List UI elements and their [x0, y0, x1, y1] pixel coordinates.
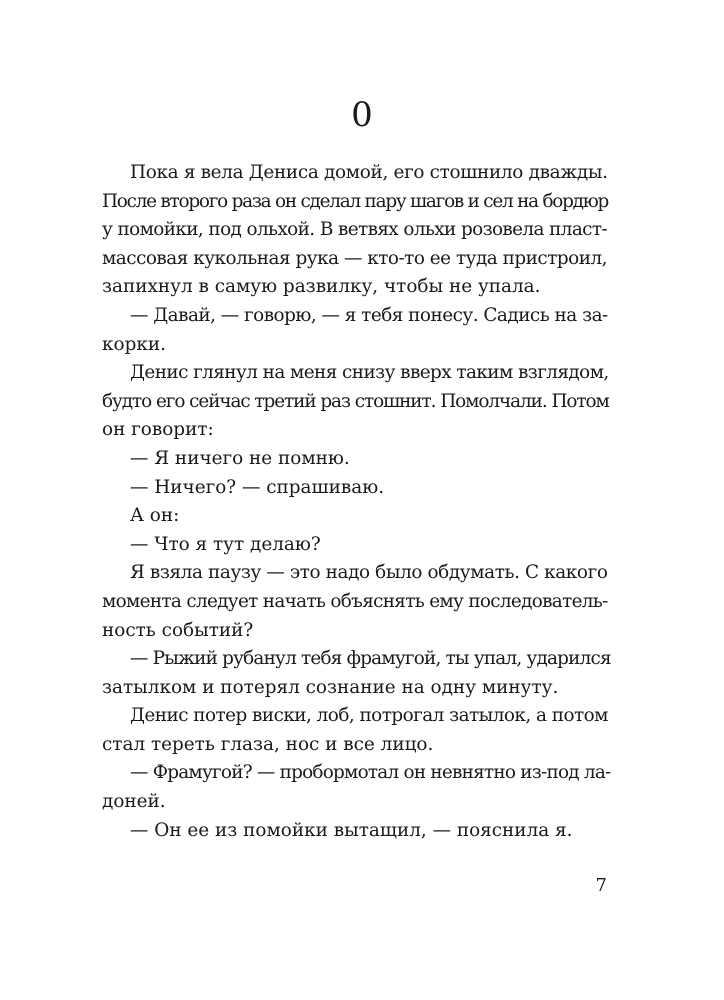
text-line: — Давай, — говорю, — я тебя понесу. Садись на за-	[130, 304, 608, 326]
text-line: После второго раза он сделал пару шагов и сел на бордюр	[102, 190, 609, 212]
text-line: Денис глянул на меня снизу вверх таким взглядом,	[130, 362, 609, 384]
text-line: ность событий?	[102, 619, 254, 641]
text-line: Я взяла паузу — это надо было обдумать. С какого	[130, 562, 608, 584]
text-line: Денис потер виски, лоб, потрогал затылок, а потом	[130, 705, 608, 727]
page-number: 7	[595, 875, 607, 896]
text-line: момента следует начать объяснять ему последователь-	[102, 590, 608, 612]
text-line: запихнул в самую развилку, чтобы не упала.	[102, 276, 541, 298]
text-line: А он:	[130, 505, 180, 527]
body-text	[102, 159, 611, 845]
text-line: будто его сейчас третий раз стошнит. Помолчали. Потом	[102, 390, 609, 412]
text-line: — Фрамугой? — пробормотал он невнятно из-под ла-	[130, 762, 611, 784]
text-line: он говорит:	[102, 419, 214, 441]
text-line: Пока я вела Дениса домой, его стошнило дважды.	[130, 162, 608, 183]
text-line: стал тереть глаза, нос и все лицо.	[102, 733, 434, 755]
text-line: — Ничего? — спрашиваю.	[130, 476, 385, 498]
text-line: корки.	[102, 333, 166, 355]
text-line: массовая кукольная рука — кто-то ее туда пристроил,	[102, 247, 607, 269]
text-line: — Я ничего не помню.	[130, 447, 350, 469]
text-line: — Рыжий рубанул тебя фрамугой, ты упал, ударился	[130, 648, 611, 670]
text-line: у помойки, под ольхой. В ветвях ольхи розовела пласт-	[102, 219, 607, 241]
text-line: доней.	[102, 791, 166, 813]
text-line: затылком и потерял сознание на одну минуту.	[102, 676, 559, 698]
text-line: — Что я тут делаю?	[130, 533, 321, 555]
text-line: — Он ее из помойки вытащил, — пояснила я.	[130, 819, 573, 841]
chapter-number: 0	[351, 95, 373, 135]
